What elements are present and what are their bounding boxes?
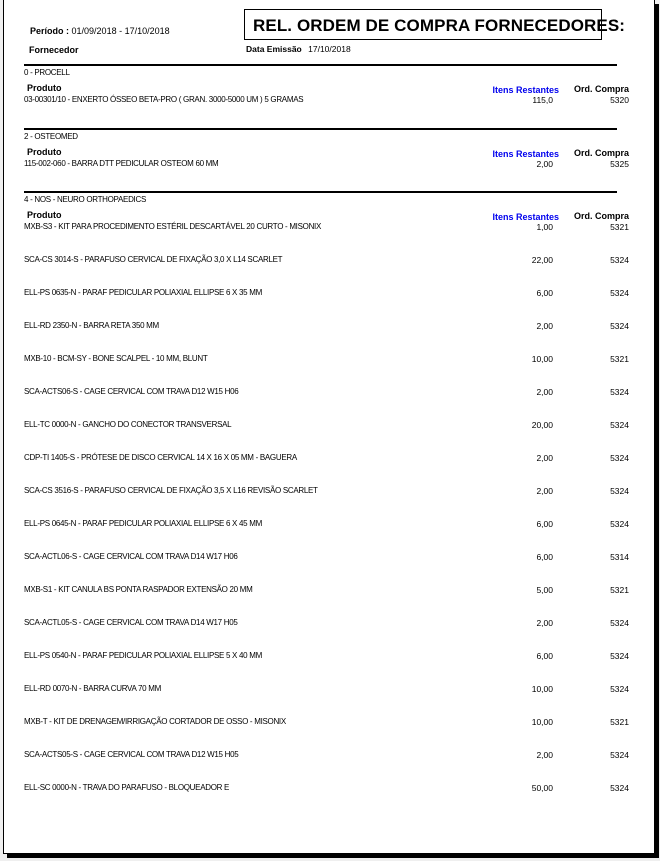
product-description: ELL-PS 0540-N - PARAF PEDICULAR POLIAXIAL ELLIPSE 5 X 40 MM bbox=[24, 651, 262, 660]
ord-compra-value: 5325 bbox=[610, 159, 629, 169]
ord-compra-value: 5324 bbox=[610, 651, 629, 661]
product-description: MXB-S3 - KIT PARA PROCEDIMENTO ESTÉRIL DESCARTÁVEL 20 CURTO - MISONIX bbox=[24, 222, 322, 231]
itens-restantes-value: 2,00 bbox=[536, 159, 553, 169]
ord-compra-value: 5324 bbox=[610, 288, 629, 298]
column-header-ord-compra: Ord. Compra bbox=[573, 148, 629, 158]
ord-compra-value: 5324 bbox=[610, 321, 629, 331]
itens-restantes-value: 1,00 bbox=[536, 222, 553, 232]
itens-restantes-value: 6,00 bbox=[536, 552, 553, 562]
itens-restantes-value: 2,00 bbox=[536, 750, 553, 760]
product-description: ELL-PS 0635-N - PARAF PEDICULAR POLIAXIAL ELLIPSE 6 X 35 MM bbox=[24, 288, 262, 297]
supplier-name: 2 - OSTEOMED bbox=[24, 132, 78, 141]
product-description: SCA-ACTL06-S - CAGE CERVICAL COM TRAVA D14 W17 H06 bbox=[24, 552, 238, 561]
column-header-itens-restantes: Itens Restantes bbox=[492, 85, 559, 95]
emissao-value: 17/10/2018 bbox=[308, 44, 351, 54]
itens-restantes-value: 2,00 bbox=[536, 618, 553, 628]
ord-compra-value: 5324 bbox=[610, 453, 629, 463]
ord-compra-value: 5324 bbox=[610, 750, 629, 760]
product-description: SCA-ACTS06-S - CAGE CERVICAL COM TRAVA D12 W15 H06 bbox=[24, 387, 239, 396]
product-description: ELL-TC 0000-N - GANCHO DO CONECTOR TRANSVERSAL bbox=[24, 420, 232, 429]
product-description: ELL-RD 2350-N - BARRA RETA 350 MM bbox=[24, 321, 159, 330]
group-divider bbox=[24, 64, 617, 66]
report-title: REL. ORDEM DE COMPRA FORNECEDORES: bbox=[244, 9, 602, 40]
itens-restantes-value: 10,00 bbox=[531, 684, 553, 694]
itens-restantes-value: 115,0 bbox=[532, 95, 553, 105]
product-description: CDP-TI 1405-S - PRÓTESE DE DISCO CERVICAL 14 X 16 X 05 MM - BAGUERA bbox=[24, 453, 297, 462]
column-header-ord-compra: Ord. Compra bbox=[573, 211, 629, 221]
itens-restantes-value: 2,00 bbox=[536, 453, 553, 463]
ord-compra-value: 5324 bbox=[610, 519, 629, 529]
product-description: ELL-RD 0070-N - BARRA CURVA 70 MM bbox=[24, 684, 161, 693]
product-description: SCA-ACTS05-S - CAGE CERVICAL COM TRAVA D12 W15 H05 bbox=[24, 750, 239, 759]
ord-compra-value: 5324 bbox=[610, 486, 629, 496]
ord-compra-value: 5314 bbox=[610, 552, 629, 562]
ord-compra-value: 5321 bbox=[610, 585, 629, 595]
ord-compra-value: 5324 bbox=[610, 420, 629, 430]
ord-compra-value: 5324 bbox=[610, 783, 629, 793]
ord-compra-value: 5321 bbox=[610, 222, 629, 232]
ord-compra-value: 5324 bbox=[610, 255, 629, 265]
product-description: SCA-CS 3014-S - PARAFUSO CERVICAL DE FIXAÇÃO 3,0 X L14 SCARLET bbox=[24, 255, 283, 264]
product-description: 115-002-060 - BARRA DTT PEDICULAR OSTEOM 60 MM bbox=[24, 159, 219, 168]
itens-restantes-value: 10,00 bbox=[531, 717, 553, 727]
product-description: 03-00301/10 - ENXERTO ÓSSEO BETA-PRO ( GRAN. 3000-5000 UM ) 5 GRAMAS bbox=[24, 95, 304, 104]
periodo-label: Período : bbox=[30, 26, 70, 36]
ord-compra-value: 5324 bbox=[610, 387, 629, 397]
itens-restantes-value: 50,00 bbox=[531, 783, 553, 793]
itens-restantes-value: 22,00 bbox=[531, 255, 553, 265]
itens-restantes-value: 20,00 bbox=[531, 420, 553, 430]
column-header-ord-compra: Ord. Compra bbox=[573, 84, 629, 94]
supplier-name: 4 - NOS - NEURO ORTHOPAEDICS bbox=[24, 195, 146, 204]
supplier-name: 0 - PROCELL bbox=[24, 68, 70, 77]
product-description: MXB-T - KIT DE DRENAGEM/IRRIGAÇÃO CORTADOR DE OSSO - MISONIX bbox=[24, 717, 286, 726]
product-description: ELL-PS 0645-N - PARAF PEDICULAR POLIAXIAL ELLIPSE 6 X 45 MM bbox=[24, 519, 262, 528]
itens-restantes-value: 6,00 bbox=[536, 651, 553, 661]
ord-compra-value: 5321 bbox=[610, 354, 629, 364]
group-divider bbox=[24, 128, 617, 130]
itens-restantes-value: 6,00 bbox=[536, 519, 553, 529]
product-description: SCA-ACTL05-S - CAGE CERVICAL COM TRAVA D14 W17 H05 bbox=[24, 618, 238, 627]
emissao-label: Data Emissão bbox=[246, 44, 302, 54]
column-header-produto: Produto bbox=[27, 147, 62, 157]
product-description: ELL-SC 0000-N - TRAVA DO PARAFUSO - BLOQUEADOR E bbox=[24, 783, 230, 792]
product-description: SCA-CS 3516-S - PARAFUSO CERVICAL DE FIXAÇÃO 3,5 X L16 REVISÃO SCARLET bbox=[24, 486, 318, 495]
column-header-itens-restantes: Itens Restantes bbox=[492, 212, 559, 222]
fornecedor-label: Fornecedor bbox=[29, 45, 79, 55]
product-description: MXB-10 - BCM-SY - BONE SCALPEL - 10 MM, BLUNT bbox=[24, 354, 208, 363]
ord-compra-value: 5324 bbox=[610, 684, 629, 694]
product-description: MXB-S1 - KIT CANULA BS PONTA RASPADOR EXTENSÃO 20 MM bbox=[24, 585, 253, 594]
data-emissao bbox=[246, 44, 351, 54]
itens-restantes-value: 10,00 bbox=[531, 354, 553, 364]
itens-restantes-value: 2,00 bbox=[536, 486, 553, 496]
periodo-value: 01/09/2018 - 17/10/2018 bbox=[71, 26, 170, 36]
ord-compra-value: 5321 bbox=[610, 717, 629, 727]
ord-compra-value: 5324 bbox=[610, 618, 629, 628]
group-divider bbox=[24, 191, 617, 193]
column-header-itens-restantes: Itens Restantes bbox=[492, 149, 559, 159]
column-header-produto: Produto bbox=[27, 210, 62, 220]
column-header-produto: Produto bbox=[27, 83, 62, 93]
itens-restantes-value: 2,00 bbox=[536, 321, 553, 331]
itens-restantes-value: 5,00 bbox=[536, 585, 553, 595]
itens-restantes-value: 6,00 bbox=[536, 288, 553, 298]
ord-compra-value: 5320 bbox=[610, 95, 629, 105]
periodo bbox=[30, 26, 170, 36]
itens-restantes-value: 2,00 bbox=[536, 387, 553, 397]
report-page bbox=[3, 0, 655, 854]
